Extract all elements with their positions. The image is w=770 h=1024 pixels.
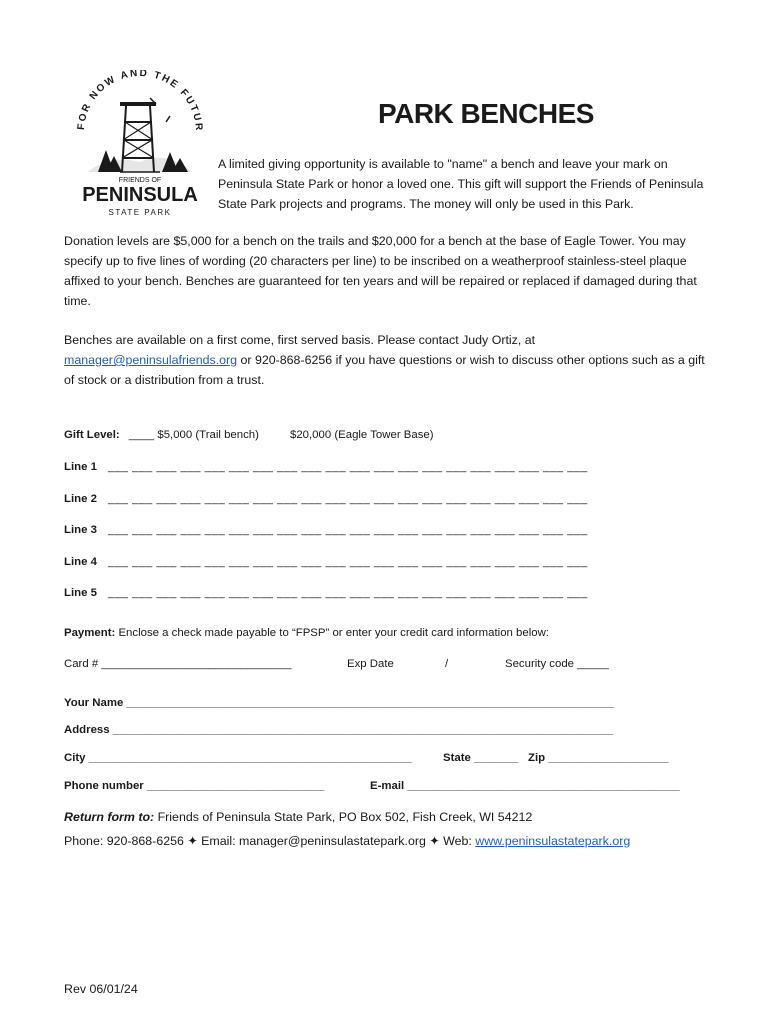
revision-date: Rev 06/01/24 [64,982,138,996]
line-3-input[interactable]: ___ ___ ___ ___ ___ ___ ___ ___ ___ ___ ___ ___ ___ ___ ___ ___ ___ ___ ___ ___ [108,524,588,536]
page-title: PARK BENCHES [378,98,594,129]
exp-date-field[interactable]: Exp Date [347,658,394,670]
line-4-input[interactable]: ___ ___ ___ ___ ___ ___ ___ ___ ___ ___ ___ ___ ___ ___ ___ ___ ___ ___ ___ ___ [108,556,588,568]
contact-email-link[interactable]: manager@peninsulafriends.org [64,353,238,367]
website-link[interactable]: www.peninsulastatepark.org [475,834,631,848]
your-name-field[interactable]: Your Name _____________________________________________________________________________ [64,697,615,709]
address-field[interactable]: Address _______________________________________________________________________________ [64,724,614,736]
logo-org-name: PENINSULA [82,184,198,206]
friends-logo [70,70,210,220]
payment-row [64,627,549,639]
gift-option-trail[interactable]: ____ $5,000 (Trail bench) [128,429,259,441]
gift-level-row [64,429,259,441]
city-field[interactable]: City ___________________________________________________ [64,752,412,764]
donation-paragraph: Donation levels are $5,000 for a bench on the trails and $20,000 for a bench at the base of Eagle Tower. You may specify up to five lines of wording (20 characters per line) to be inscribed on a weatherproof stainless-steel plaque affixed to your bench. Benches are guaranteed for ten years and will be repaired or replaced if damaged during that time. [64,234,697,308]
line-5-input[interactable]: ___ ___ ___ ___ ___ ___ ___ ___ ___ ___ ___ ___ ___ ___ ___ ___ ___ ___ ___ ___ [108,587,588,599]
zip-field[interactable]: Zip ___________________ [528,752,669,764]
line-5-label: Line 5 [64,587,97,599]
line-1-label: Line 1 [64,461,97,473]
availability-text-pre: Benches are available on a first come, first served basis. Please contact Judy Ortiz, at [64,333,536,347]
return-form-address: Friends of Peninsula State Park, PO Box 502, Fish Creek, WI 54212 [154,810,533,824]
return-form-label: Return form to: [64,810,155,824]
logo-friends-of: FRIENDS OF [118,177,162,184]
svg-text:FOR NOW AND THE FUTURE [70,70,204,133]
email-field[interactable]: E-mail ___________________________________________ [370,780,680,792]
return-form-line [64,810,532,824]
gift-option-tower[interactable]: $20,000 (Eagle Tower Base) [290,429,434,441]
line-2-label: Line 2 [64,493,97,505]
contact-phone-email: Phone: 920-868-6256 ✦ Email: manager@peninsulastatepark.org ✦ Web: [64,834,476,848]
intro-paragraph: A limited giving opportunity is available to "name" a bench and leave your mark on Peninsula State Park or honor a loved one. This gift will support the Friends of Peninsula State Park projects and programs. The money will only be used in this Park. [218,157,704,211]
contact-line [64,833,630,848]
exp-date-slash: / [445,658,449,670]
availability-text-post: or 920-868-6256 if you have questions or wish to discuss other options such as a gift of stock or a distribution from a trust. [64,353,705,387]
availability-paragraph [64,330,714,390]
payment-instructions: Enclose a check made payable to “FPSP” or enter your credit card information below: [115,627,549,639]
logo-arc-text: FOR NOW AND THE FUTUR [75,70,205,133]
line-3-label: Line 3 [64,524,97,536]
security-code-field[interactable]: Security code _____ [505,658,609,670]
phone-field[interactable]: Phone number ____________________________ [64,780,325,792]
payment-label: Payment: [64,627,116,639]
card-number-field[interactable]: Card # ______________________________ [64,658,292,670]
line-1-input[interactable]: ___ ___ ___ ___ ___ ___ ___ ___ ___ ___ ___ ___ ___ ___ ___ ___ ___ ___ ___ ___ [108,461,588,473]
state-field[interactable]: State _______ [443,752,519,764]
logo-state-park: STATE PARK [108,208,172,217]
line-4-label: Line 4 [64,556,97,568]
line-2-input[interactable]: ___ ___ ___ ___ ___ ___ ___ ___ ___ ___ ___ ___ ___ ___ ___ ___ ___ ___ ___ ___ [108,493,588,505]
gift-level-label: Gift Level: [64,429,120,441]
